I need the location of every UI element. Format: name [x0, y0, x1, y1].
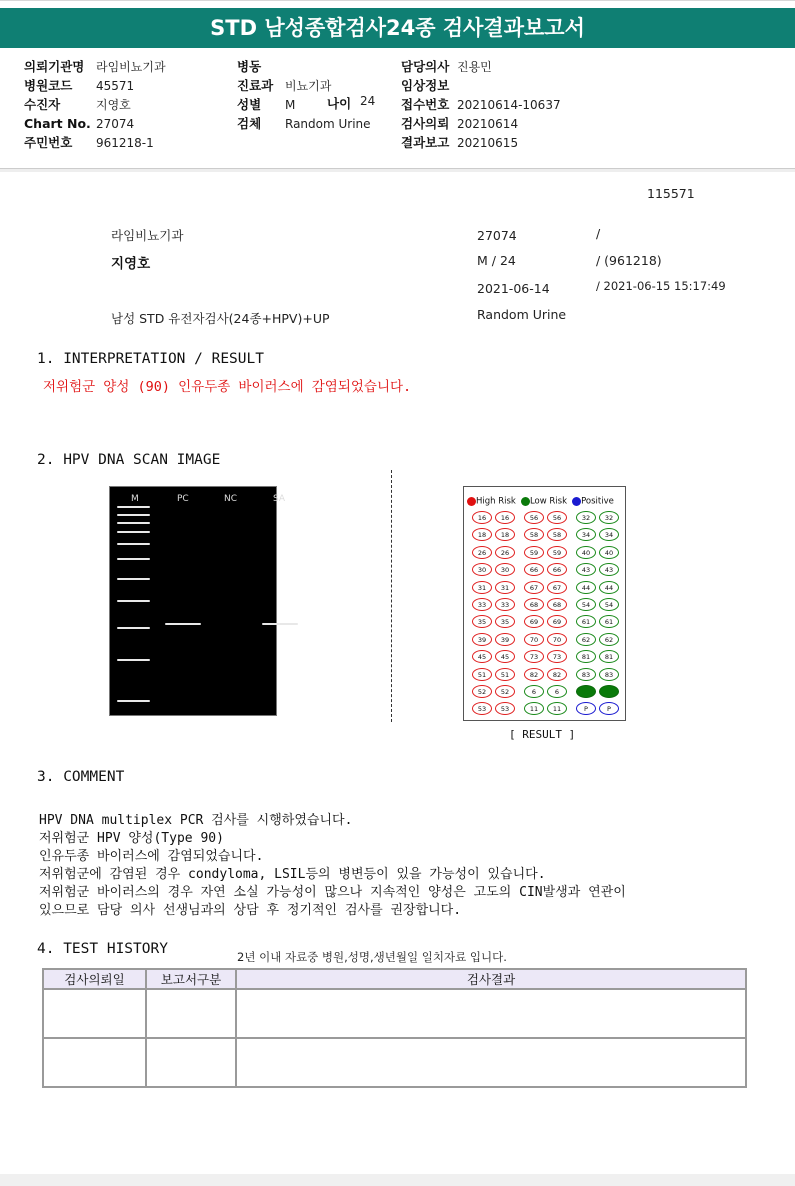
- comment-line: 저위험군 HPV 양성(Type 90): [39, 831, 224, 846]
- chip-cell: 58: [547, 528, 567, 541]
- chip-cell: 18: [495, 528, 515, 541]
- header-value: 27074: [96, 117, 135, 131]
- header-col-1: [24, 56, 166, 151]
- chip-cell: 45: [472, 650, 492, 663]
- chip-cell: 81: [599, 650, 619, 663]
- chip-cell: 62: [599, 633, 619, 646]
- chip-cell: 56: [524, 511, 544, 524]
- history-header: 검사의뢰일: [43, 969, 146, 989]
- chip-cell: 66: [524, 563, 544, 576]
- marker-band: [117, 522, 150, 524]
- summary-specimen: Random Urine: [477, 307, 567, 322]
- report-title: STD 남성종합검사24종 검사결과보고서: [0, 8, 795, 48]
- chip-cell: 33: [495, 598, 515, 611]
- chip-cell: 83: [599, 668, 619, 681]
- chip-cell: 16: [472, 511, 492, 524]
- chip-cell: 43: [599, 563, 619, 576]
- history-cell: [43, 989, 146, 1038]
- chip-cell: 81: [576, 650, 596, 663]
- chip-cell: 70: [547, 633, 567, 646]
- header-label: Chart No.: [24, 116, 91, 131]
- header-value: 45571: [96, 79, 135, 93]
- chip-cell: 67: [547, 581, 567, 594]
- chip-cell: 45: [495, 650, 515, 663]
- table-row: [43, 989, 746, 1038]
- chip-cell: 39: [495, 633, 515, 646]
- summary-sex-age: M / 24: [477, 253, 516, 268]
- lane-label-nc: NC: [224, 494, 238, 504]
- chip-cell: 59: [524, 546, 544, 559]
- header-value: 961218-1: [96, 136, 154, 150]
- chip-cell: 18: [472, 528, 492, 541]
- table-row: [43, 1038, 746, 1087]
- header-label: 검사의뢰: [401, 116, 450, 131]
- marker-band: [117, 543, 150, 545]
- chip-cell: 54: [599, 598, 619, 611]
- header-value: 지영호: [96, 98, 131, 112]
- top-border: [0, 0, 795, 1]
- header-label: 검체: [237, 116, 262, 131]
- summary-slash: /: [596, 226, 601, 241]
- chip-cell: 90: [576, 685, 596, 698]
- history-note: 2년 이내 자료중 병원,성명,생년월일 일치자료 입니다.: [237, 950, 507, 964]
- chip-cell: 34: [576, 528, 596, 541]
- chip-legend: [467, 491, 614, 507]
- history-cell: [236, 1038, 746, 1087]
- header-label: 병원코드: [24, 78, 73, 93]
- header-value: 20210614: [457, 117, 519, 131]
- header-value: Random Urine: [285, 117, 371, 131]
- section-scan-heading: 2. HPV DNA SCAN IMAGE: [37, 452, 221, 468]
- header-label: 접수번호: [401, 97, 450, 112]
- chip-cell: 35: [495, 615, 515, 628]
- chip-cell: 51: [472, 668, 492, 681]
- history-cell: [43, 1038, 146, 1087]
- history-header: 보고서구분: [146, 969, 236, 989]
- hpv-chip-result: [463, 486, 626, 721]
- chip-cell: P: [576, 702, 596, 715]
- chip-cell: 40: [576, 546, 596, 559]
- summary-code: 115571: [647, 186, 695, 201]
- chip-cell: 56: [547, 511, 567, 524]
- summary-clinic: 라임비뇨기과: [111, 228, 184, 243]
- chip-cell: 58: [524, 528, 544, 541]
- summary-birth: / (961218): [596, 253, 662, 268]
- lane-label-pc: PC: [177, 494, 189, 504]
- header-label: 임상정보: [401, 78, 450, 93]
- comment-line: 있으므로 담당 의사 선생님과의 상담 후 정기적인 검사를 권장합니다.: [39, 903, 462, 918]
- age-value: 24: [360, 94, 376, 108]
- chip-cell: 31: [495, 581, 515, 594]
- legend-low-risk: Low Risk: [529, 496, 568, 507]
- header-value: 20210615: [457, 136, 519, 150]
- header-value: 라임비뇨기과: [96, 60, 166, 74]
- header-label: 결과보고: [401, 135, 450, 150]
- history-header: 검사결과: [236, 969, 746, 989]
- chip-cell: 69: [524, 615, 544, 628]
- chip-cell: 61: [599, 615, 619, 628]
- marker-band: [117, 578, 150, 580]
- chip-cell: 44: [599, 581, 619, 594]
- comment-line: 저위험군에 감염된 경우 condyloma, LSIL등의 병변등이 있을 가능성이 있습니다.: [39, 867, 546, 882]
- header-col-2: [237, 56, 387, 132]
- chip-cell: 32: [576, 511, 596, 524]
- header-label: 성별: [237, 97, 262, 112]
- chip-cell: 52: [495, 685, 515, 698]
- section-history-heading: 4. TEST HISTORY: [37, 941, 168, 957]
- chip-cell: 69: [547, 615, 567, 628]
- chip-cell: 30: [472, 563, 492, 576]
- chip-cell: 51: [495, 668, 515, 681]
- gel-electrophoresis-image: [109, 486, 286, 716]
- chip-cell: 73: [547, 650, 567, 663]
- header-label: 수진자: [24, 97, 61, 112]
- header-value: 20210614-10637: [457, 98, 561, 112]
- chip-cell: 43: [576, 563, 596, 576]
- comment-body: [39, 809, 626, 917]
- chip-cell: 66: [547, 563, 567, 576]
- marker-band: [117, 531, 150, 533]
- lane-label-sa: SA: [273, 494, 286, 504]
- history-header-row: [43, 969, 746, 989]
- header-label: 병동: [237, 59, 262, 74]
- marker-band: [117, 600, 150, 602]
- chip-cell: 61: [576, 615, 596, 628]
- chip-cell: 33: [472, 598, 492, 611]
- high-risk-dot-icon: [467, 497, 476, 506]
- chip-cell: 59: [547, 546, 567, 559]
- summary-report-datetime: / 2021-06-15 15:17:49: [596, 279, 726, 293]
- chip-cell: 52: [472, 685, 492, 698]
- marker-band: [117, 514, 150, 516]
- summary-chart: 27074: [477, 228, 517, 243]
- summary-request-date: 2021-06-14: [477, 281, 550, 296]
- chip-cell: 26: [472, 546, 492, 559]
- chip-cell: 16: [495, 511, 515, 524]
- header-col-3: [401, 56, 561, 151]
- chip-cell: 53: [472, 702, 492, 715]
- marker-band: [117, 627, 150, 629]
- lane-label-m: M: [131, 494, 139, 504]
- comment-line: 인유두종 바이러스에 감염되었습니다.: [39, 849, 264, 864]
- chip-cell: 73: [524, 650, 544, 663]
- low-risk-dot-icon: [521, 497, 530, 506]
- legend-high-risk: High Risk: [476, 496, 516, 507]
- chip-cell: 34: [599, 528, 619, 541]
- chip-cell: 26: [495, 546, 515, 559]
- chip-caption: [ RESULT ]: [509, 728, 576, 741]
- header-label: 진료과: [237, 78, 274, 93]
- header-label: 의뢰기관명: [24, 59, 85, 74]
- comment-line: HPV DNA multiplex PCR 검사를 시행하였습니다.: [39, 813, 353, 828]
- chip-cell: 53: [495, 702, 515, 715]
- chip-cell: 6: [547, 685, 567, 698]
- history-cell: [236, 989, 746, 1038]
- chip-cell: 70: [524, 633, 544, 646]
- marker-band: [117, 659, 150, 661]
- pc-band: [165, 623, 201, 625]
- chip-cell: 31: [472, 581, 492, 594]
- chip-cell: P: [599, 702, 619, 715]
- chip-cell: 44: [576, 581, 596, 594]
- legend-positive: Positive: [581, 496, 614, 507]
- sa-band: [262, 623, 298, 625]
- chip-cell: 82: [524, 668, 544, 681]
- chip-cell: 82: [547, 668, 567, 681]
- positive-dot-icon: [572, 497, 581, 506]
- chip-cell: 11: [524, 702, 544, 715]
- chip-cell: 68: [547, 598, 567, 611]
- interpretation-result: 저위험군 양성 (90) 인유두종 바이러스에 감염되었습니다.: [43, 379, 412, 395]
- history-cell: [146, 1038, 236, 1087]
- chip-cell: 35: [472, 615, 492, 628]
- chip-cell: 32: [599, 511, 619, 524]
- chip-cell: 68: [524, 598, 544, 611]
- chip-cell: 30: [495, 563, 515, 576]
- marker-band: [117, 700, 150, 702]
- header-shadow: [0, 169, 795, 172]
- chip-grid: [464, 509, 625, 719]
- chip-cell: 40: [599, 546, 619, 559]
- header-label: 담당의사: [401, 59, 450, 74]
- age-label: 나이: [327, 96, 352, 111]
- section-comment-heading: 3. COMMENT: [37, 769, 125, 785]
- footer-band: [0, 1174, 795, 1186]
- header-value: 진용민: [457, 60, 492, 74]
- summary-test-name: 남성 STD 유전자검사(24종+HPV)+UP: [111, 311, 330, 326]
- marker-band: [117, 558, 150, 560]
- chip-cell: 6: [524, 685, 544, 698]
- chip-cell: 90: [599, 685, 619, 698]
- section-interpretation-heading: 1. INTERPRETATION / RESULT: [37, 351, 264, 367]
- chip-cell: 67: [524, 581, 544, 594]
- marker-band: [117, 506, 150, 508]
- chip-cell: 11: [547, 702, 567, 715]
- comment-line: 저위험군 바이러스의 경우 자연 소실 가능성이 많으나 지속적인 양성은 고도의 CIN발생과 연관이: [39, 885, 626, 900]
- header-label: 주민번호: [24, 135, 73, 150]
- image-divider: [391, 470, 392, 722]
- chip-cell: 54: [576, 598, 596, 611]
- header-value: M: [285, 98, 296, 112]
- history-table: [42, 968, 747, 1088]
- chip-cell: 62: [576, 633, 596, 646]
- summary-patient: 지영호: [111, 256, 151, 272]
- chip-cell: 83: [576, 668, 596, 681]
- chip-cell: 39: [472, 633, 492, 646]
- history-cell: [146, 989, 236, 1038]
- header-value: 비뇨기과: [285, 79, 332, 93]
